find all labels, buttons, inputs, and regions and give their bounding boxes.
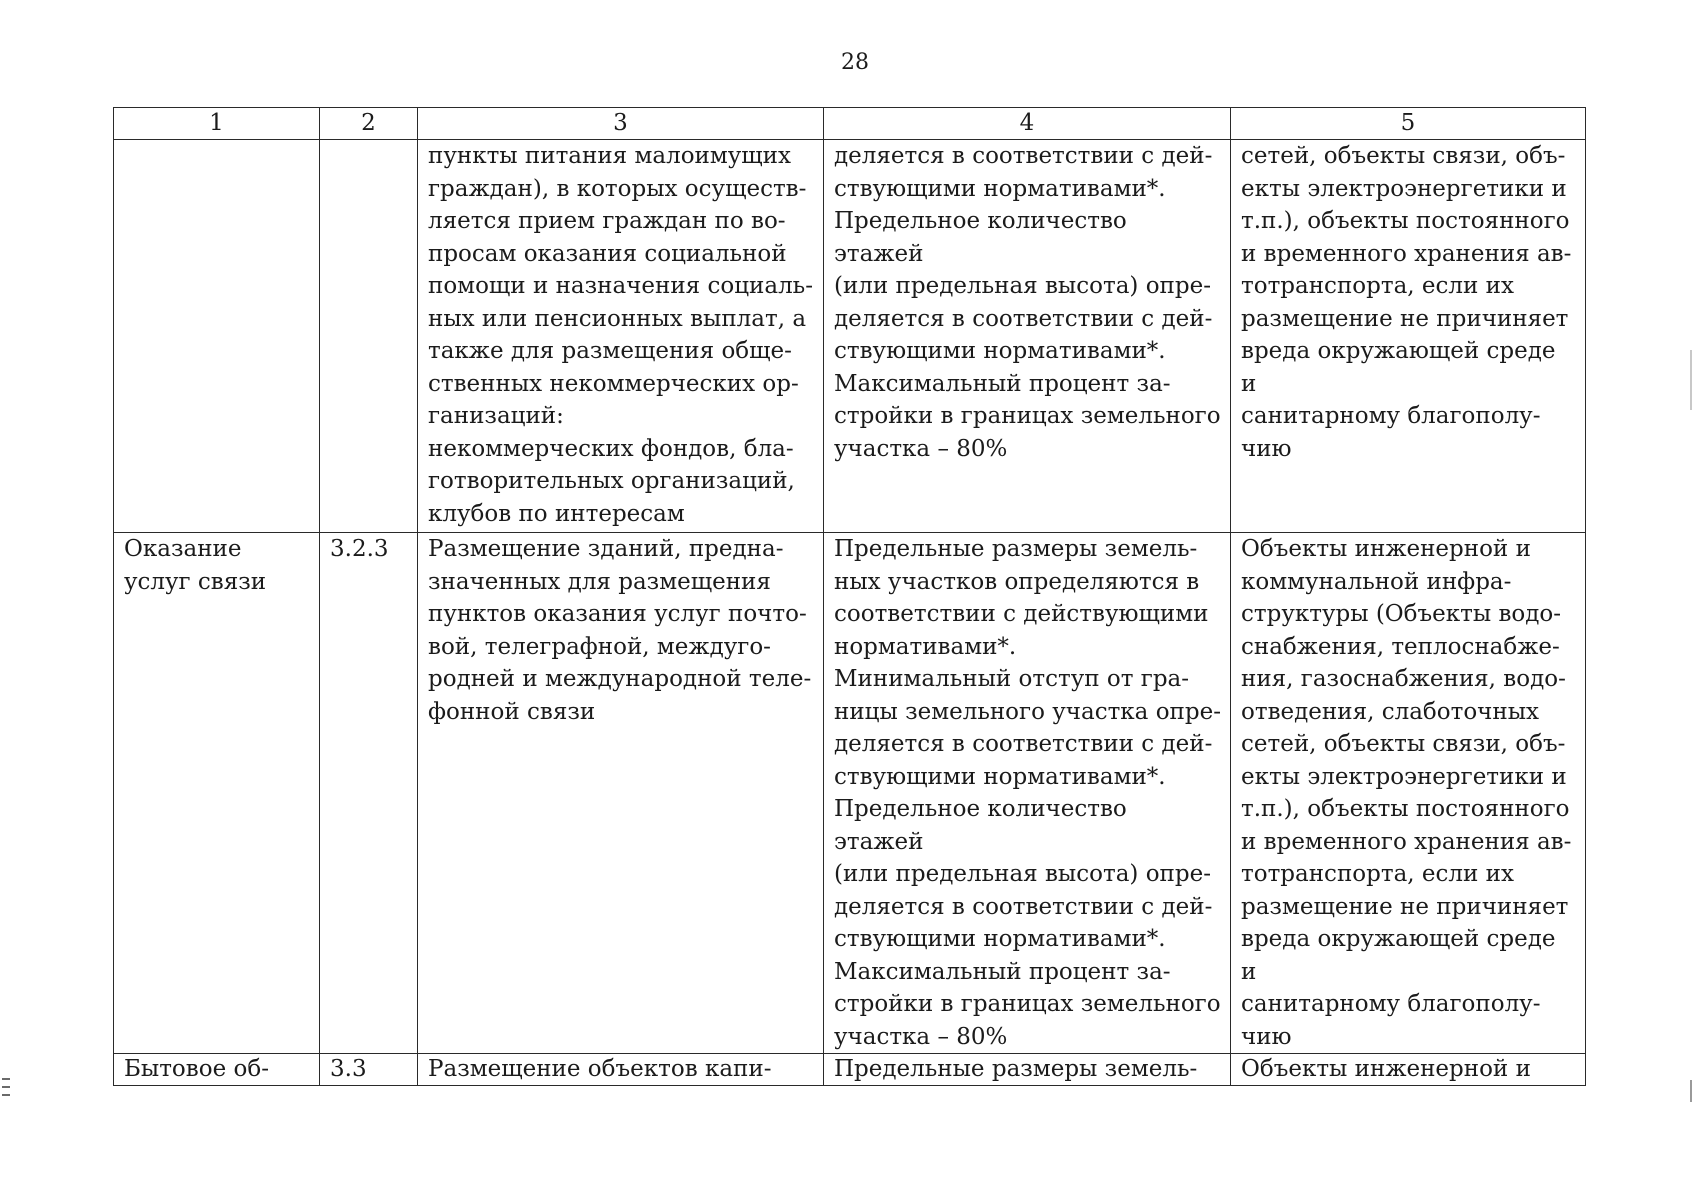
column-header-2: 2	[320, 108, 418, 140]
scan-artifact-left	[2, 1086, 10, 1088]
description-cell: пункты питания малоимущих граждан), в которых осуществ- ляется прием граждан по во- просам оказания социальной помощи и назначения социаль- ных или пенсионных выплат, а также для размещения обще- ственных некоммерческих ор- ганизаций: некоммерческих фондов, бла- готворительных организаций, клубов по интересам	[418, 140, 824, 533]
auxiliary-uses-cell: Объекты инженерной и коммунальной инфра- структуры (Объекты водо- снабжения, теплоснабже- ния, газоснабжения, водо- отведения, слаботочных сетей, объекты связи, объ- екты электроэнергетики и т.п.), объекты постоянного и временного хранения ав- тотранспорта, если их размещение не причиняет вреда окружающей среде и санитарному благополу- чию	[1231, 533, 1586, 1054]
column-header-4: 4	[824, 108, 1231, 140]
scan-artifact-right	[1690, 1080, 1692, 1102]
auxiliary-uses-cell: Объекты инженерной и	[1231, 1054, 1586, 1086]
scan-artifact-left	[2, 1078, 10, 1080]
land-use-name-cell: Оказание услуг связи	[114, 533, 320, 1054]
land-use-code-cell: 3.3	[320, 1054, 418, 1086]
parameters-cell: Предельные размеры земель- ных участков определяются в соответствии с действующими нормативами*. Минимальный отступ от гра- ницы земельного участка опре- деляется в соответствии с дей- ствующими нормативами*. Предельное количество этажей (или предельная высота) опре- деляется в соответствии с дей- ствующими нормативами*. Максимальный процент за- стройки в границах земельного участка – 80%	[824, 533, 1231, 1054]
column-header-1: 1	[114, 108, 320, 140]
parameters-cell: Предельные размеры земель-	[824, 1054, 1231, 1086]
header-row	[114, 108, 1586, 140]
column-header-3: 3	[418, 108, 824, 140]
table-row	[114, 140, 1586, 533]
table-row	[114, 1054, 1586, 1086]
scan-artifact-right	[1690, 350, 1692, 410]
description-cell: Размещение зданий, предна- значенных для размещения пунктов оказания услуг почто- вой, телеграфной, междуго- родней и международной теле- фонной связи	[418, 533, 824, 1054]
land-use-name-cell: Бытовое об-	[114, 1054, 320, 1086]
land-use-code-cell	[320, 140, 418, 533]
table-row	[114, 533, 1586, 1054]
regulations-table	[113, 107, 1586, 1086]
land-use-code-cell: 3.2.3	[320, 533, 418, 1054]
auxiliary-uses-cell: сетей, объекты связи, объ- екты электроэнергетики и т.п.), объекты постоянного и временного хранения ав- тотранспорта, если их размещение не причиняет вреда окружающей среде и санитарному благополу- чию	[1231, 140, 1586, 533]
parameters-cell: деляется в соответствии с дей- ствующими нормативами*. Предельное количество этажей (или предельная высота) опре- деляется в соответствии с дей- ствующими нормативами*. Максимальный процент за- стройки в границах земельного участка – 80%	[824, 140, 1231, 533]
scan-artifact-left	[2, 1094, 10, 1096]
land-use-name-cell	[114, 140, 320, 533]
page-number: 28	[841, 50, 869, 75]
column-header-5: 5	[1231, 108, 1586, 140]
description-cell: Размещение объектов капи-	[418, 1054, 824, 1086]
